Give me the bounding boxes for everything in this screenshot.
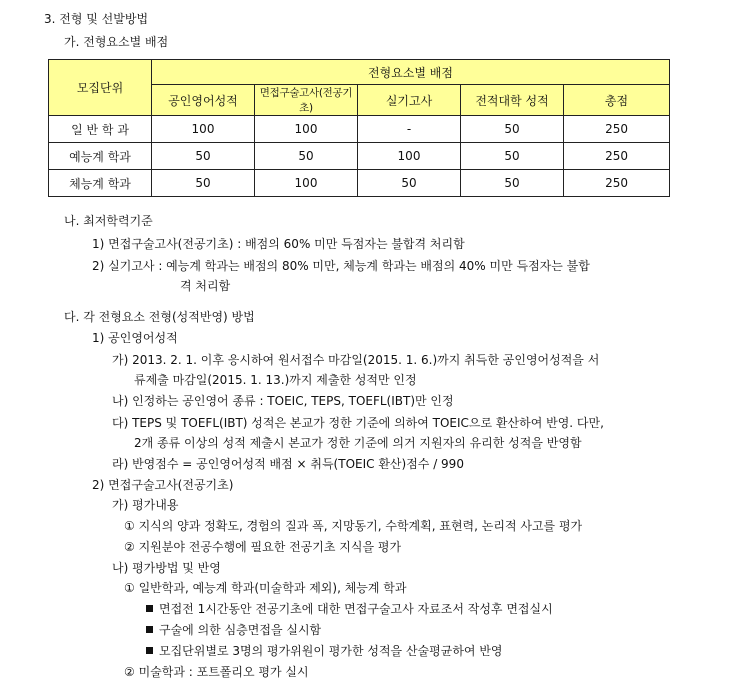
na-item: 2) 실기고사 : 예능계 학과는 배점의 80% 미만, 체능계 학과는 배점의 40% 미만 득점자는 불합 [92,259,590,273]
english-item-continued: 2개 종류 이상의 성적 제출시 본교가 정한 기준에 의거 지원자의 유리한 성적을 반영함 [134,436,582,450]
col-unit-header: 모집단위 [49,60,152,116]
cell: 50 [461,116,564,143]
na-item: 1) 면접구술고사(전공기초) : 배점의 60% 미만 득점자는 불합격 처리함 [92,237,465,251]
col-header: 실기고사 [358,85,461,116]
evaluation-item: ② 지원분야 전공수행에 필요한 전공기초 지식을 평가 [124,540,402,554]
cell: 100 [255,170,358,197]
method-sub-item: ② 미술학과 : 포트폴리오 평가 실시 [124,665,309,679]
bullet-text: 구술에 의한 심층면접을 실시함 [159,623,322,637]
subsection-na-title: 나. 최저학력기준 [64,214,153,228]
english-item: 라) 반영점수 = 공인영어성적 배점 × 취득(TOEIC 환산)점수 / 990 [112,457,464,471]
evaluation-method-title: 나) 평가방법 및 반영 [112,561,221,575]
square-bullet-icon [146,626,153,633]
score-table [48,59,670,197]
bullet-item [146,643,503,659]
cell: - [358,116,461,143]
row-name: 체능계 학과 [49,170,152,197]
cell: 50 [152,143,255,170]
cell: 50 [461,170,564,197]
english-item: 다) TEPS 및 TOEFL(IBT) 성적은 본교가 정한 기준에 의하여 TOEIC으로 환산하여 반영. 다만, [112,416,604,430]
subsection-da-title: 다. 각 전형요소 전형(성적반영) 방법 [64,310,255,324]
english-item: 나) 인정하는 공인영어 종류 : TOEIC, TEPS, TOEFL(IBT)만 인정 [112,394,454,408]
interview-title: 2) 면접구술고사(전공기초) [92,478,234,492]
table-row [49,116,670,143]
na-item-continued: 격 처리함 [180,279,231,293]
method-sub-item: ① 일반학과, 예능계 학과(미술학과 제외), 체능계 학과 [124,581,407,595]
cell: 250 [564,143,670,170]
cell: 250 [564,170,670,197]
english-score-title: 1) 공인영어성적 [92,331,178,345]
bullet-text: 면접전 1시간동안 전공기초에 대한 면접구술고사 자료조서 작성후 면접실시 [159,602,553,616]
group-header: 전형요소별 배점 [152,60,670,85]
cell: 50 [461,143,564,170]
evaluation-item: ① 지식의 양과 정확도, 경험의 질과 폭, 지망동기, 수학계획, 표현력, 논리적 사고를 평가 [124,519,583,533]
section-heading: 3. 전형 및 선발방법 [44,12,149,26]
col-header: 공인영어성적 [152,85,255,116]
bullet-item [146,622,321,638]
square-bullet-icon [146,647,153,654]
table-row [49,143,670,170]
square-bullet-icon [146,605,153,612]
cell: 50 [152,170,255,197]
row-name: 일 반 학 과 [49,116,152,143]
row-name: 예능계 학과 [49,143,152,170]
cell: 50 [358,170,461,197]
cell: 100 [152,116,255,143]
cell: 100 [255,116,358,143]
subsection-ga-title: 가. 전형요소별 배점 [64,35,169,49]
bullet-text: 모집단위별로 3명의 평가위원이 평가한 성적을 산술평균하여 반영 [159,644,503,658]
english-item-continued: 류제출 마감일(2015. 1. 13.)까지 제출한 성적만 인정 [134,373,417,387]
col-header: 총점 [564,85,670,116]
col-header: 전적대학 성적 [461,85,564,116]
evaluation-content-title: 가) 평가내용 [112,498,179,512]
col-header: 면접구술고사(전공기초) [255,85,358,116]
english-item: 가) 2013. 2. 1. 이후 응시하여 원서접수 마감일(2015. 1. 6.)까지 취득한 공인영어성적을 서 [112,353,600,367]
cell: 50 [255,143,358,170]
cell: 100 [358,143,461,170]
cell: 250 [564,116,670,143]
bullet-item [146,601,553,617]
table-row [49,170,670,197]
